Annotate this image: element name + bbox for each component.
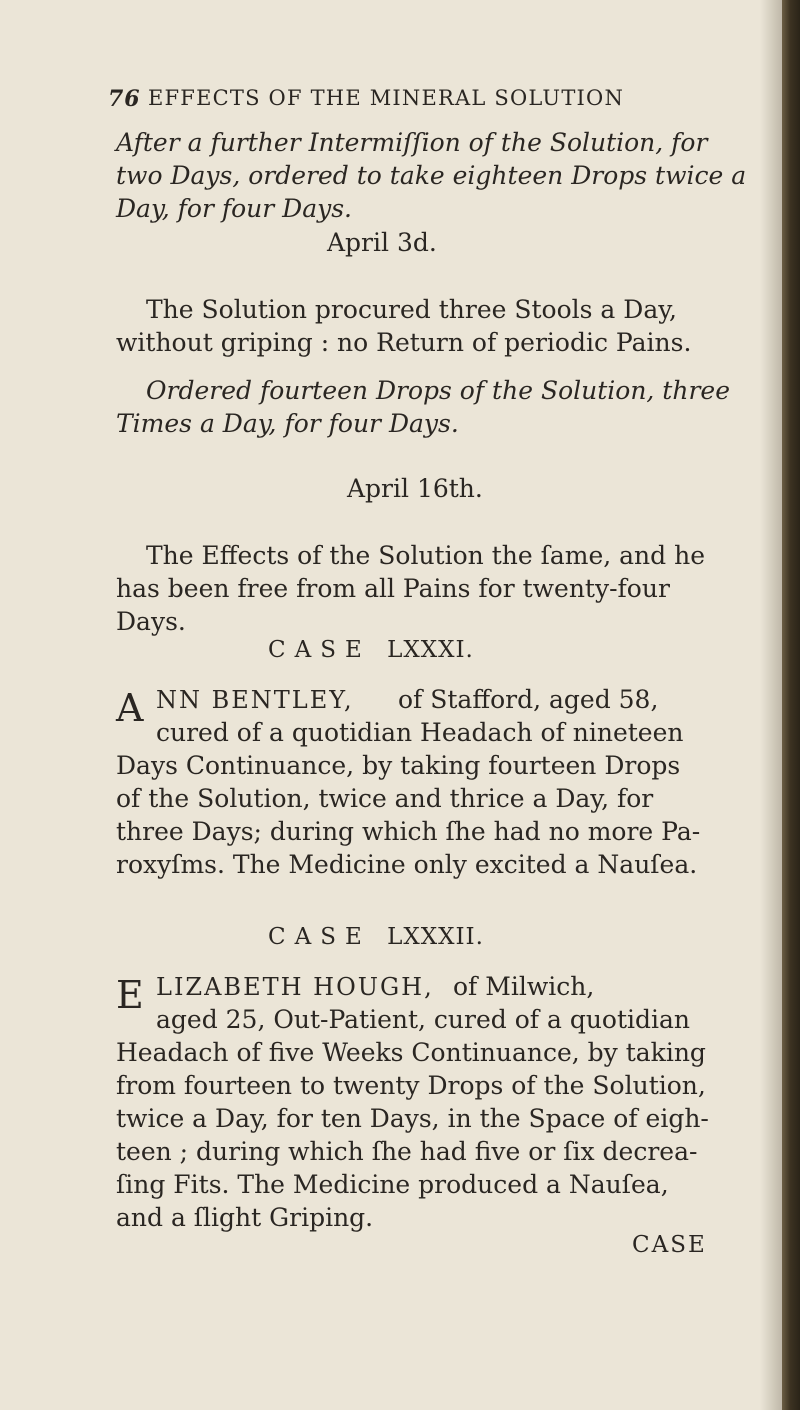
page-gutter-shadow	[760, 0, 782, 1410]
case-82-line-3: from fourteen to twenty Drops of the Solution,	[116, 1071, 706, 1100]
case-81-line-4: three Days; during which ſhe had no more Pa-	[116, 817, 701, 846]
case-81-first-line-rest: of Stafford, aged 58,	[398, 685, 659, 714]
catchword: CASE	[632, 1232, 707, 1258]
case-81-line-3: of the Solution, twice and thrice a Day, for	[116, 784, 654, 813]
case-82-line-1: aged 25, Out-Patient, cured of a quotidian	[156, 1005, 691, 1034]
entry1-line-2: two Days, ordered to take eighteen Drops twice a	[116, 161, 747, 190]
case-81-patient-name: NN BENTLEY,	[156, 686, 354, 714]
entry1-line-3: Day, for four Days.	[116, 194, 352, 223]
book-binding-edge	[782, 0, 800, 1410]
case-82-heading-number: LXXXII.	[387, 924, 484, 950]
case-81-line-1: cured of a quotidian Headach of nineteen	[156, 718, 684, 747]
case-82-first-line-rest: of Milwich,	[453, 972, 595, 1001]
case-82-line-2: Headach of five Weeks Continuance, by taking	[116, 1038, 706, 1067]
case-81-line-5: roxyſms. The Medicine only excited a Nauſea.	[116, 850, 698, 879]
case-82-heading	[268, 924, 484, 950]
case-81-drop-cap: A	[116, 686, 144, 730]
entry1-date: April 3d.	[327, 228, 437, 257]
case-81-line-2: Days Continuance, by taking fourteen Drops	[116, 751, 681, 780]
case-81-heading-number: LXXXI.	[387, 637, 474, 663]
entry4-line-1: The Effects of the Solution the ſame, and he	[146, 541, 705, 570]
page-number: 76	[108, 86, 141, 112]
entry4-line-3: Days.	[116, 607, 186, 636]
case-82-heading-word: CASE	[268, 924, 371, 950]
case-82-line-5: teen ; during which ſhe had five or ſix decrea-	[116, 1137, 698, 1166]
entry2-line-2: without griping : no Return of periodic Pains.	[116, 328, 692, 357]
case-82-drop-cap: E	[116, 973, 144, 1017]
entry3-line-1: Ordered fourteen Drops of the Solution, three	[146, 376, 730, 405]
entry1-line-1: After a further Intermiſſion of the Solution, for	[116, 128, 708, 157]
case-81-heading	[268, 637, 474, 663]
entry2-line-1: The Solution procured three Stools a Day,	[146, 295, 677, 324]
case-82-line-4: twice a Day, for ten Days, in the Space of eigh-	[116, 1104, 709, 1133]
case-82-line-6: ſing Fits. The Medicine produced a Nauſea,	[116, 1170, 669, 1199]
case-82-line-7: and a ſlight Griping.	[116, 1203, 374, 1232]
entry3-date: April 16th.	[347, 474, 483, 503]
entry3-line-2: Times a Day, for four Days.	[116, 409, 459, 438]
case-82-patient-name: LIZABETH HOUGH,	[156, 973, 434, 1001]
running-head: EFFECTS OF THE MINERAL SOLUTION	[148, 86, 625, 110]
case-81-heading-word: CASE	[268, 637, 371, 663]
entry4-line-2: has been free from all Pains for twenty-four	[116, 574, 670, 603]
